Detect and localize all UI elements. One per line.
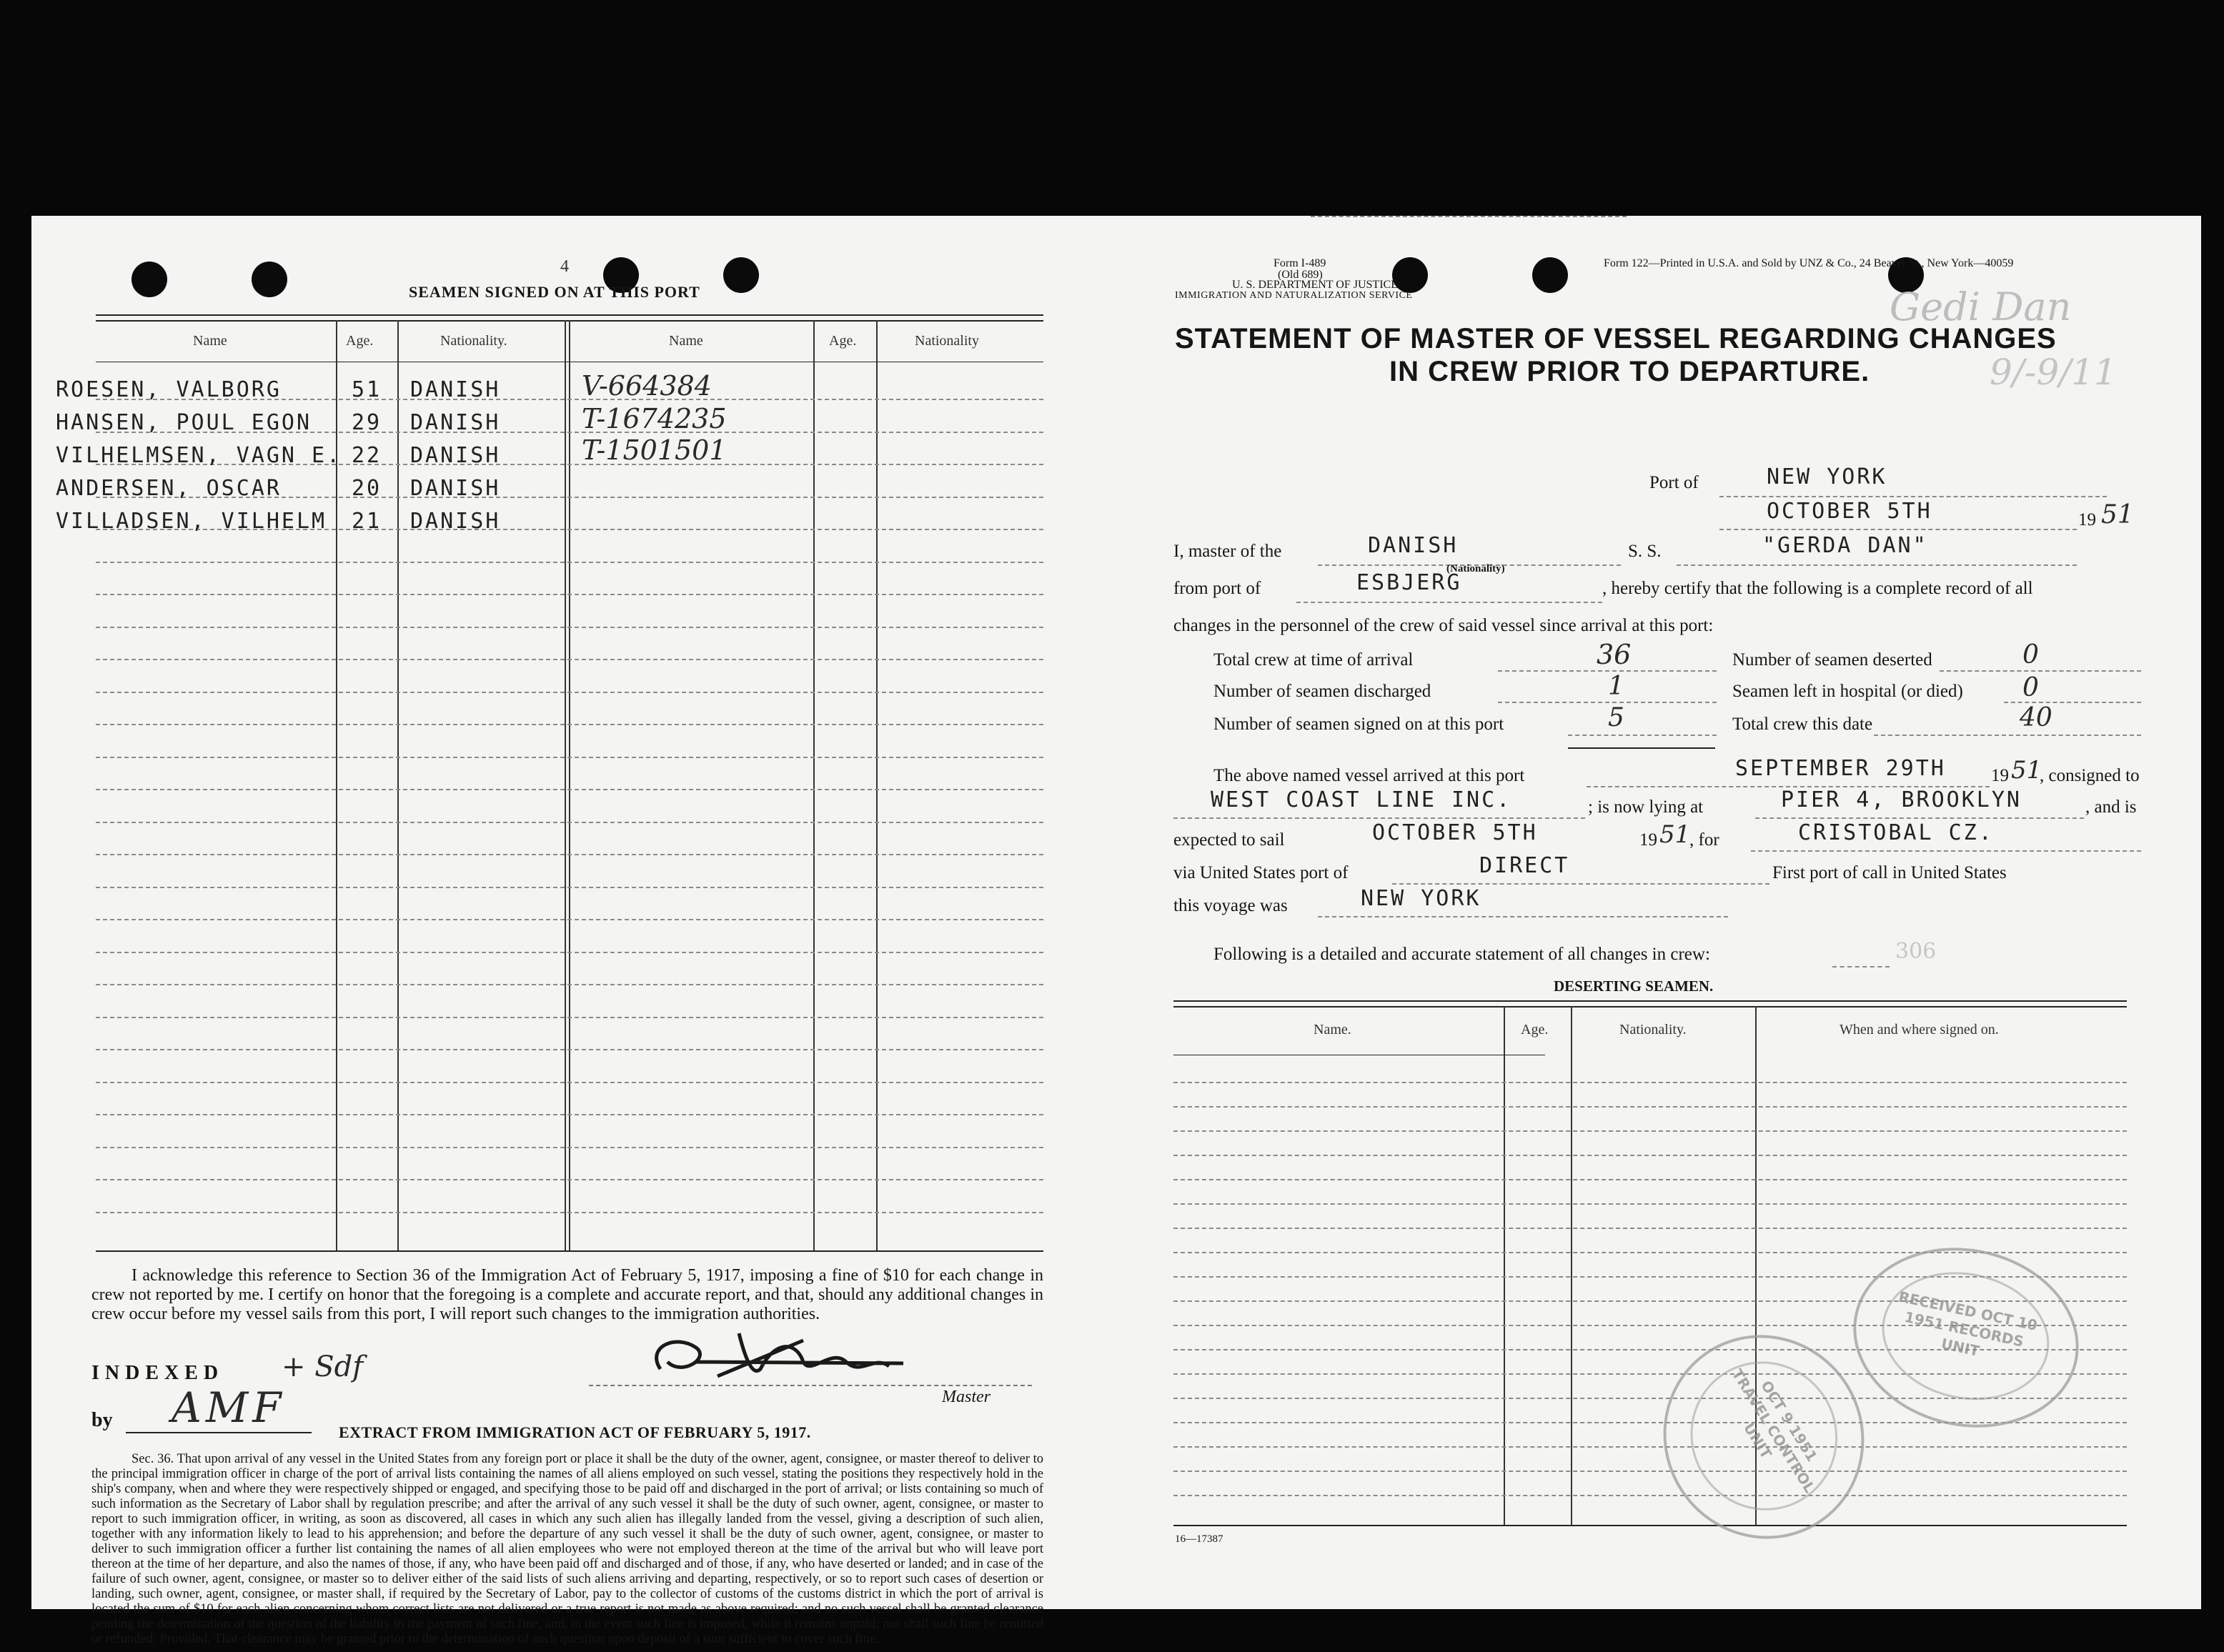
by-label: by [91,1409,113,1431]
first-port-label: First port of call in United States [1772,863,2007,882]
ruled-line [96,594,1043,595]
ruled-line [96,1049,1043,1050]
table-bottom-rule [96,1250,1043,1252]
deserting-top-rule [1173,1000,2127,1002]
indexed-label: INDEXED [91,1362,224,1384]
signed-on-line [1568,735,1717,736]
col-divider [565,320,566,1250]
col-divider [569,320,570,1250]
master-label: Master [942,1388,991,1406]
ruled-line [96,952,1043,953]
col-header-age: Age. [346,333,374,349]
form-title-line2: IN CREW PRIOR TO DEPARTURE. [1389,356,1870,387]
col-divider [813,320,815,1250]
destination-line [1751,850,2141,852]
crew-nationality: DANISH [410,476,501,501]
crew-nationality: DANISH [410,410,501,435]
ss-label: S. S. [1628,542,1662,561]
date-value: OCTOBER 5TH [1767,499,1932,524]
ruled-line [1173,1179,2127,1180]
col-header-nationality-2: Nationality [915,333,979,349]
consignee-value: WEST COAST LINE INC. [1211,787,1512,812]
crew-name: HANSEN, POUL EGON [56,410,312,435]
ruled-line [96,1179,1043,1180]
counts-separator [1568,747,1715,749]
ruled-line [96,1017,1043,1018]
signed-on-value: 5 [1608,703,1624,732]
col-header-nationality: Nationality. [440,333,507,349]
handwritten-vessel: Gedi Dan [1890,284,2072,329]
table-top-rule [96,314,1043,316]
ruled-line [1173,1446,2127,1448]
indexed-initials: + Sdf [282,1350,364,1383]
col-header-name-2: Name [669,333,703,349]
this-voyage-label: this voyage was [1173,896,1288,915]
port-of-value: NEW YORK [1767,464,1887,489]
sail-date: OCTOBER 5TH [1372,820,1538,845]
form-title-line1: STATEMENT OF MASTER OF VESSEL REGARDING CHANGES [1175,323,2057,354]
certify-text: , hereby certify that the following is a complete record of all [1602,579,2033,598]
extract-text: Sec. 36. That upon arrival of any vessel in the United States from any foreign port or place it shall be the duty of the owner, agent, consignee, or master thereof to deliver to the principal immigration officer in charge of the port of arrival lists containing the names of all aliens employed on such vessel, stating the positions they respectively hold in the ship's company, when and where they were respectively shipped or engaged, and specifying those to be paid off and discharged in the port of arrival; or lists containing so much of such information as the Secretary of Labor shall by regulation prescribe; and after the arrival of any such vessel it shall be the duty of such owner, agent, consignee, or master to report to such immigration officer, in writing, as soon as discovered, all cases in which any such alien has illegally landed from the vessel, giving a description of such alien, together with any information likely to lead to his apprehension; and before the departure of any such vessel it shall be the duty of such owner, agent, consignee, or master to deliver to such immigration officer a further list containing the names of all alien employees who were not employed thereon at the time of the arrival but who will leave port thereon at the time of her departure, and also the names of those, if any, who have been paid off and discharged and of those, if any, who have deserted or landed; and in case of the failure of such owner, agent, consignee, or master so to deliver either of the said lists of such aliens arriving and departing, respectively, or so to report such cases of desertion or landing, such owner, agent, consignee, or master shall, if required by the Secretary of Labor, pay to the collector of customs of the customs district in which the port of arrival is located the sum of $10 for each alien concerning whom correct lists are not delivered or a true report is not made as above required; and no such vessel shall be granted clearance pending the determination of the question of the liability to the payment of such fine, and, in the event such fine is imposed, while it remains unpaid; nor shall such fine be remitted or refunded; Provided, That clearance may be granted prior to the determination of such question upon deposit of a sum sufficient to cover such fine. [91,1452,1043,1646]
service: IMMIGRATION AND NATURALIZATION SERVICE [1175,290,1413,301]
master-signature-line [589,1385,1032,1386]
first-port-line [1318,916,1728,917]
ruled-line [96,724,1043,725]
by-line [126,1432,312,1433]
ruled-line [1173,1228,2127,1229]
form-number: Form I-489 [1274,257,1326,269]
ruled-line [96,1082,1043,1083]
from-port-line [1296,602,1602,603]
received-stamp [1837,1228,2096,1448]
year-prefix: 19 [2078,510,2096,529]
ruled-line [96,627,1043,628]
discharged-line [1498,702,1717,703]
crew-age: 51 [352,377,382,402]
ruled-line [96,562,1043,563]
from-port-label: from port of [1173,579,1261,598]
expected-label: expected to sail [1173,830,1285,850]
discharged-label: Number of seamen discharged [1213,682,1431,701]
following-text: Following is a detailed and accurate statement of all changes in crew: [1213,945,1710,964]
total-crew-arrival-line [1498,670,1717,672]
lying-value: PIER 4, BROOKLYN [1781,787,2022,812]
punch-hole [1532,257,1568,293]
arrived-year-suffix: 51 [2011,756,2042,785]
crew-name: VILHELMSEN, VAGN E. [56,443,342,468]
crew-note: T-1674235 [582,403,727,434]
arrived-label: The above named vessel arrived at this port [1213,766,1525,785]
port-of-label: Port of [1649,473,1699,492]
sail-year-prefix: 19 [1639,830,1657,850]
crew-name: ANDERSEN, OSCAR [56,476,282,501]
ruled-line [96,757,1043,758]
lying-label: ; is now lying at [1588,797,1704,817]
via-value: DIRECT [1479,853,1570,878]
by-initials: AMF [172,1383,286,1432]
sail-date-line [1311,216,1627,217]
deserting-bottom-rule [1173,1525,2127,1526]
vessel-name: "GERDA DAN" [1762,533,1928,558]
document-paper [31,216,2201,1646]
total-crew-date-value: 40 [2020,703,2052,732]
ruled-line [96,822,1043,823]
department: U. S. DEPARTMENT OF JUSTICE [1232,279,1398,291]
col-header-name: Name [193,333,227,349]
signed-on-label: Number of seamen signed on at this port [1213,715,1504,734]
col-divider [876,320,878,1250]
sail-year-suffix: 51 [1659,820,1691,849]
ruled-line [96,659,1043,660]
ruled-line [1173,1203,2127,1205]
desert-col-nationality: Nationality. [1619,1022,1687,1038]
ruled-line [1173,1495,2127,1496]
nationality-caption: (Nationality) [1446,563,1505,574]
page-number: 4 [560,257,569,276]
deserted-label: Number of seamen deserted [1732,650,1932,670]
following-line [1832,966,1890,967]
year-suffix: 51 [2101,500,2134,529]
ruled-line [96,789,1043,790]
crew-name: ROESEN, VALBORG [56,377,282,402]
destination-value: CRISTOBAL CZ. [1798,820,1994,845]
total-crew-date-label: Total crew this date [1732,715,1873,734]
arrived-year-prefix: 19 [1991,766,2009,785]
total-crew-arrival-value: 36 [1597,639,1632,670]
extract-title: EXTRACT FROM IMMIGRATION ACT OF FEBRUARY 5, 1917. [339,1423,811,1441]
lying-line [1755,817,2084,819]
crew-age: 21 [352,509,382,534]
from-port-value: ESBJERG [1356,570,1462,595]
col-divider [397,320,399,1250]
nationality-value: DANISH [1368,533,1459,558]
ruled-line [1173,1082,2127,1083]
col-header-age-2: Age. [829,333,857,349]
ruled-line [96,984,1043,985]
hospital-label: Seamen left in hospital (or died) [1732,682,1963,701]
deserted-line [1940,670,2141,672]
punch-hole [723,257,759,293]
ruled-line [96,919,1043,920]
via-label: via United States port of [1173,863,1349,882]
ruled-line [1173,1155,2127,1156]
crew-age: 29 [352,410,382,435]
vessel-line [1677,564,2077,566]
crew-age: 22 [352,443,382,468]
consigned-label: , consigned to [2040,766,2140,785]
desert-col-age: Age. [1521,1022,1549,1038]
form-old-number: (Old 689) [1278,269,1323,281]
travel-control-stamp-text: OCT 9 1951 TRAVEL CONTROL UNIT [1728,1365,1821,1496]
acknowledgment-text: I acknowledge this reference to Section 36 of the Immigration Act of February 5, 1917, imposing a fine of $10 for each change in crew not reported by me. I certify on honor that the foregoing is a complete and accurate report, and that, should any additional changes in crew occur before my vessel sails from this port, I will report such changes to the immigration authorities. [91,1266,1043,1323]
footer-code: 16—17387 [1175,1533,1223,1545]
first-port-value: NEW YORK [1361,886,1481,911]
deserting-title: DESERTING SEAMEN. [1554,977,1714,995]
punch-hole [131,262,167,297]
handwritten-date: 9/-9/11 [1990,352,2117,393]
deserting-top-rule [1173,1006,2127,1007]
ruled-line [1173,1106,2127,1108]
consignee-line [1173,817,1585,819]
desert-col-name: Name. [1314,1022,1351,1038]
ruled-line [96,854,1043,855]
punch-hole [252,262,287,297]
received-stamp-text: RECEIVED OCT 10 1951 RECORDS UNIT [1897,1288,2039,1360]
total-crew-date-line [1874,735,2141,736]
section-title: SEAMEN SIGNED ON AT THIS PORT [409,283,700,301]
ruled-line [96,1212,1043,1213]
crew-note: V-664384 [582,370,712,402]
crew-nationality: DANISH [410,509,501,534]
printer-note: Form 122—Printed in U.S.A. and Sold by UNZ & Co., 24 Beaver St., New York—40059 [1604,257,2014,269]
discharged-value: 1 [1608,672,1624,701]
port-of-line [1719,496,2107,497]
master-of-label: I, master of the [1173,542,1282,561]
ruled-line [96,692,1043,693]
hospital-value: 0 [2022,673,2039,702]
and-is-label: , and is [2085,797,2137,817]
crew-age: 20 [352,476,382,501]
crew-note: T-1501501 [582,434,727,466]
deserted-value: 0 [2022,640,2039,670]
ruled-line [96,1147,1043,1148]
crew-name: VILLADSEN, VILHELM [56,509,327,534]
crew-nationality: DANISH [410,443,501,468]
faint-number: 306 [1895,939,1937,964]
via-line [1392,883,1769,885]
ruled-line [1173,1471,2127,1472]
ruled-line [1173,1130,2127,1132]
changes-text: changes in the personnel of the crew of said vessel since arrival at this port: [1173,616,1714,635]
ruled-line [96,887,1043,888]
desert-col-signed-on: When and where signed on. [1840,1022,1999,1038]
date-line [1719,529,2077,530]
ruled-line [96,1114,1043,1115]
arrived-date: SEPTEMBER 29TH [1735,756,1946,781]
for-label: , for [1689,830,1719,850]
crew-nationality: DANISH [410,377,501,402]
total-crew-arrival-label: Total crew at time of arrival [1213,650,1414,670]
